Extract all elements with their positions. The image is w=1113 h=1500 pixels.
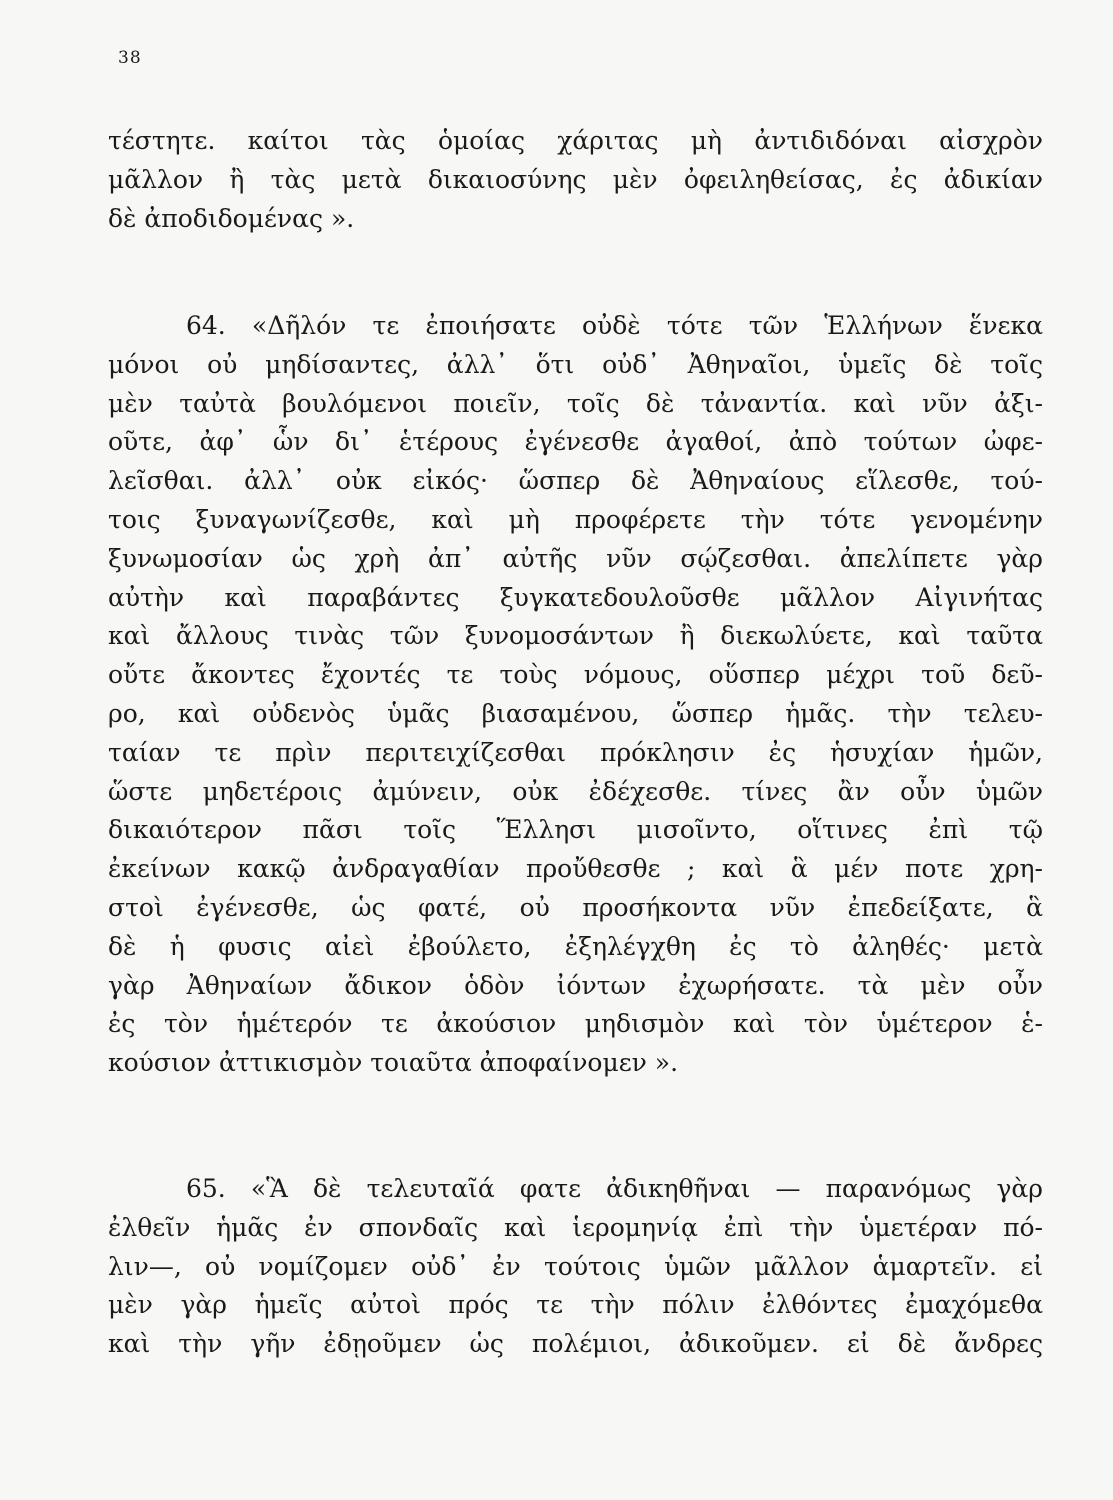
text-line: τέστητε. καίτοι τὰς ὁμοίας χάριτας μὴ ἀντιδιδόναι αἰσχρὸν: [108, 126, 1043, 155]
text-line: κούσιον ἀττικισμὸν τοιαῦτα ἀποφαίνομεν ».: [108, 1048, 679, 1078]
text-line: ρο, καὶ οὐδενὸς ὑμᾶς βιασαμένου, ὥσπερ ἡμᾶς. τὴν τελευ-: [108, 698, 1043, 728]
text-line: ἐς τὸν ἡμέτερόν τε ἀκούσιον μηδισμὸν καὶ τὸν ὑμέτερον ἑ-: [108, 1009, 1043, 1039]
text-line: αὐτὴν καὶ παραβάντες ξυγκατεδουλοῦσθε μᾶλλον Αἰγινήτας: [108, 582, 1043, 612]
text-line: δικαιότερον πᾶσι τοῖς Ἕλλησι μισοῖντο, οἵτινες ἐπὶ τῷ: [108, 815, 1043, 845]
text-line: μὲν ταὐτὰ βουλόμενοι ποιεῖν, τοῖς δὲ τἀναντία. καὶ νῦν ἀξι-: [108, 388, 1043, 418]
text-line: 65. «Ἃ δὲ τελευταῖά φατε ἀδικηθῆναι — παρανόμως γὰρ: [186, 1174, 1043, 1203]
text-line: στοὶ ἐγένεσθε, ὡς φατέ, οὐ προσήκοντα νῦν ἐπεδείξατε, ἃ: [108, 892, 1043, 922]
text-line: μὲν γὰρ ἡμεῖς αὐτοὶ πρός τε τὴν πόλιν ἐλθόντες ἐμαχόμεθα: [108, 1290, 1043, 1320]
page-number: 38: [118, 48, 142, 68]
text-line: ξυνωμοσίαν ὡς χρὴ ἀπ᾽ αὐτῆς νῦν σῴζεσθαι. ἀπελίπετε γὰρ: [108, 543, 1043, 573]
text-line: οὔτε ἄκοντες ἔχοντές τε τοὺς νόμους, οὕσπερ μέχρι τοῦ δεῦ-: [108, 660, 1043, 690]
text-line: ἐλθεῖν ἡμᾶς ἐν σπονδαῖς καὶ ἱερομηνίᾳ ἐπὶ τὴν ὑμετέραν πό-: [108, 1212, 1043, 1242]
text-line: ὥστε μηδετέροις ἀμύνειν, οὐκ ἐδέχεσθε. τίνες ἂν οὖν ὑμῶν: [108, 776, 1043, 806]
paragraph-63-continuation: [108, 122, 1043, 238]
text-line: δὲ ἡ φυσις αἰεὶ ἐβούλετο, ἐξηλέγχθη ἐς τὸ ἀληθές· μετὰ: [108, 931, 1043, 961]
text-line: γὰρ Ἀθηναίων ἄδικον ὁδὸν ἰόντων ἐχωρήσατε. τὰ μὲν οὖν: [108, 970, 1043, 1000]
text-line: τοις ξυναγωνίζεσθε, καὶ μὴ προφέρετε τὴν τότε γενομένην: [108, 504, 1043, 534]
text-line: καὶ τὴν γῆν ἐδῃοῦμεν ὡς πολέμιοι, ἀδικοῦμεν. εἰ δὲ ἄνδρες: [108, 1329, 1043, 1359]
text-line: ἐκείνων κακῷ ἀνδραγαθίαν προὔθεσθε ; καὶ ἃ μέν ποτε χρη-: [108, 854, 1043, 884]
paragraph-64: [108, 307, 1043, 1083]
text-line: ταίαν τε πρὶν περιτειχίζεσθαι πρόκλησιν ἐς ἡσυχίαν ἡμῶν,: [108, 737, 1043, 767]
text-line: οῦτε, ἀφ᾽ ὧν δι᾽ ἑτέρους ἐγένεσθε ἀγαθοί, ἀπὸ τούτων ὠφε-: [108, 427, 1043, 457]
text-line: λεῖσθαι. ἀλλ᾽ οὐκ εἰκός· ὥσπερ δὲ Ἀθηναίους εἵλεσθε, τού-: [108, 466, 1043, 496]
text-line: λιν—, οὐ νομίζομεν οὐδ᾽ ἐν τούτοις ὑμῶν μᾶλλον ἁμαρτεῖν. εἰ: [108, 1251, 1043, 1281]
text-line: δὲ ἀποδιδομένας ».: [108, 203, 355, 233]
paragraph-65: [108, 1170, 1043, 1364]
text-line: μᾶλλον ἢ τὰς μετὰ δικαιοσύνης μὲν ὀφειληθείσας, ἐς ἀδικίαν: [108, 164, 1043, 194]
text-line: καὶ ἄλλους τινὰς τῶν ξυνομοσάντων ἢ διεκωλύετε, καὶ ταῦτα: [108, 621, 1043, 651]
text-line: μόνοι οὐ μηδίσαντες, ἀλλ᾽ ὅτι οὐδ᾽ Ἀθηναῖοι, ὑμεῖς δὲ τοῖς: [108, 349, 1043, 379]
text-line: 64. «Δῆλόν τε ἐποιήσατε οὐδὲ τότε τῶν Ἑλλήνων ἕνεκα: [186, 311, 1043, 340]
